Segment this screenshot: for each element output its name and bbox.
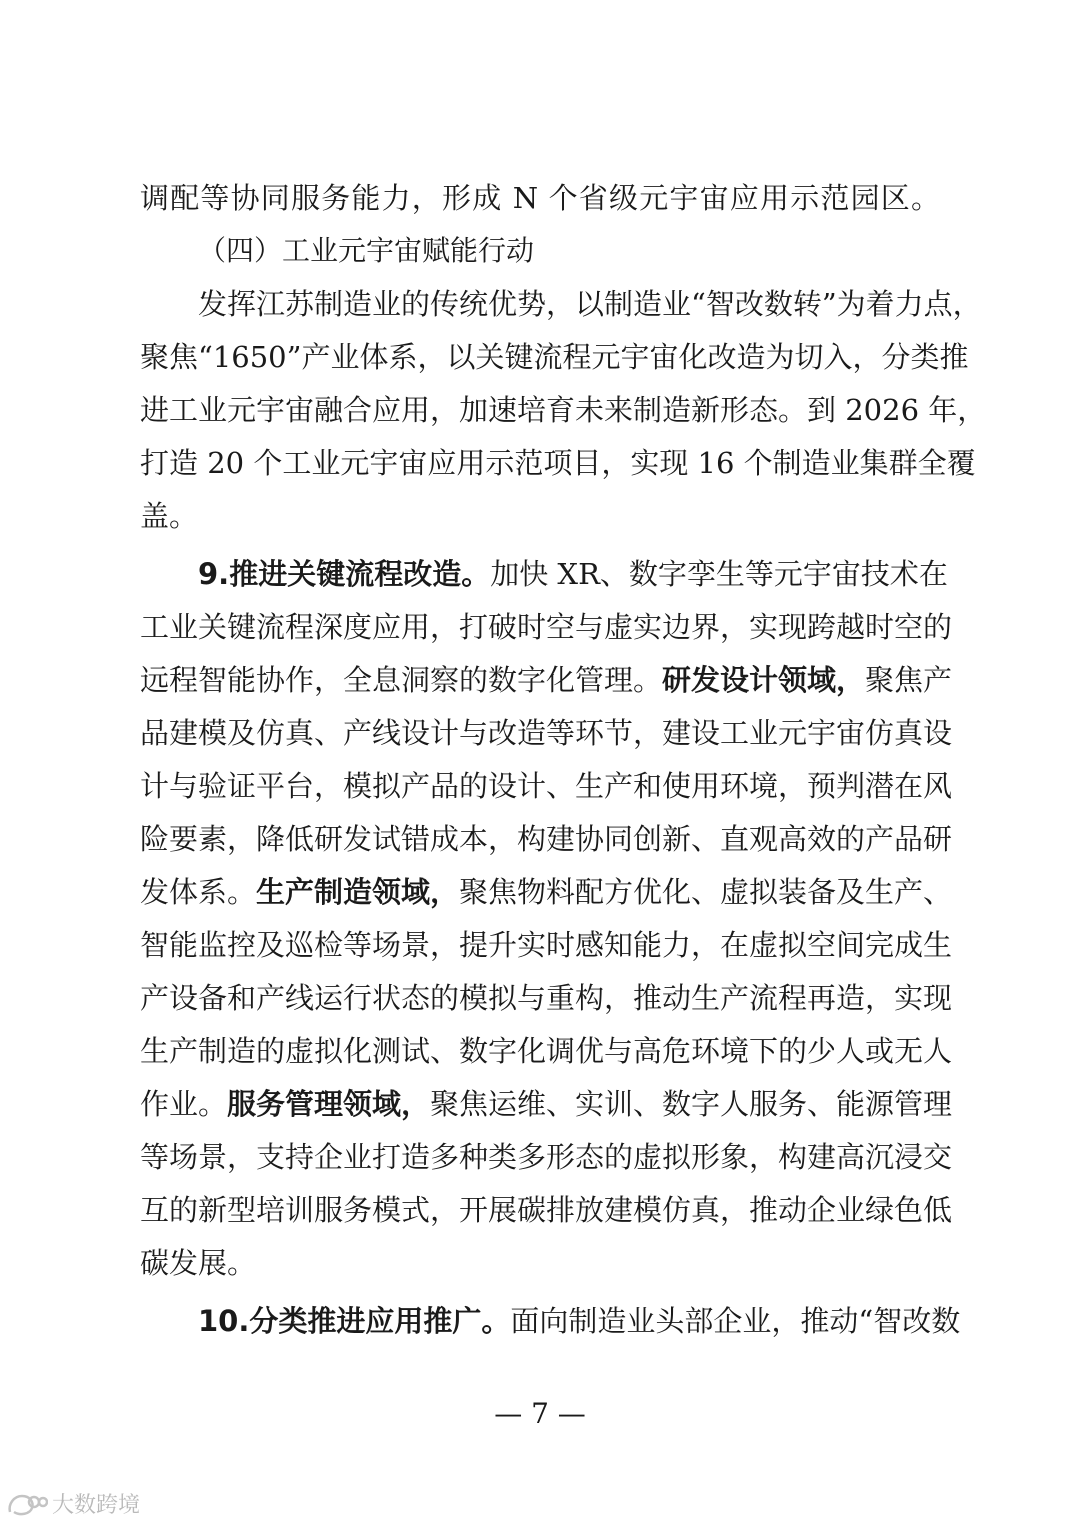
line-text: 发体系。 — [140, 875, 257, 909]
line-text: 进工业元宇宙融合应用，加速培育未来制造新形态。到 2026 年， — [140, 393, 987, 427]
line-text: 碳发展。 — [140, 1246, 257, 1280]
line-text: 聚焦物料配方优化、虚拟装备及生产、 — [459, 875, 953, 909]
line-text: 计与验证平台，模拟产品的设计、生产和使用环境，预判潜在风 — [140, 769, 953, 803]
paragraph-line — [140, 496, 940, 536]
line-text: 产设备和产线运行状态的模拟与重构，推动生产流程再造，实现 — [140, 981, 953, 1015]
paragraph-line — [198, 1301, 961, 1341]
paragraph-line — [140, 819, 953, 859]
line-text: 生产制造的虚拟化测试、数字化调优与高危环境下的少人或无人 — [140, 1034, 953, 1068]
line-text: 盖。 — [140, 499, 199, 533]
paragraph-line — [140, 660, 953, 700]
paragraph-line — [140, 766, 953, 806]
paragraph-line — [140, 607, 953, 647]
item-heading: 9.推进关键流程改造。 — [198, 557, 491, 591]
paragraph-line — [140, 337, 969, 377]
line-text: 调配等协同服务能力，形成 N 个省级元宇宙应用示范园区。 — [140, 181, 940, 215]
line-text: 远程智能协作，全息洞察的数字化管理。 — [140, 663, 663, 697]
paragraph-line — [140, 1190, 953, 1230]
paragraph-line — [140, 1243, 940, 1283]
watermark-logo-icon — [6, 1490, 48, 1518]
watermark — [6, 1488, 140, 1519]
page-number: — 7 — — [494, 1397, 586, 1430]
section-heading-text: （四）工业元宇宙赋能行动 — [198, 234, 535, 267]
paragraph-line — [198, 284, 982, 324]
paragraph-line — [140, 443, 976, 483]
line-text: 聚焦“1650”产业体系，以关键流程元宇宙化改造为切入，分类推 — [140, 340, 969, 374]
line-text: 发挥江苏制造业的传统优势，以制造业“智改数转”为着力点， — [198, 287, 982, 321]
line-text: 险要素，降低研发试错成本，构建协同创新、直观高效的产品研 — [140, 822, 953, 856]
paragraph-line — [140, 1084, 953, 1124]
paragraph-line — [140, 390, 987, 430]
line-text: 打造 20 个工业元宇宙应用示范项目，实现 16 个制造业集群全覆 — [140, 446, 976, 480]
line-text: 智能监控及巡检等场景，提升实时感知能力，在虚拟空间完成生 — [140, 928, 953, 962]
paragraph-line — [140, 872, 953, 912]
item-heading: 10.分类推进应用推广。 — [198, 1304, 511, 1338]
line-text: 等场景，支持企业打造多种类多形态的虚拟形象，构建高沉浸交 — [140, 1140, 953, 1174]
line-text: 聚焦运维、实训、数字人服务、能源管理 — [430, 1087, 953, 1121]
field-heading: 服务管理领域， — [227, 1087, 431, 1121]
field-heading: 研发设计领域， — [662, 663, 866, 697]
line-text: 加快 XR、数字孪生等元宇宙技术在 — [490, 557, 948, 591]
paragraph-line — [198, 554, 948, 594]
watermark-text: 大数跨境 — [52, 1493, 141, 1518]
paragraph-line — [140, 1031, 953, 1071]
line-text: 作业。 — [140, 1087, 228, 1121]
paragraph-line — [140, 178, 940, 218]
line-text: 互的新型培训服务模式，开展碳排放建模仿真，推动企业绿色低 — [140, 1193, 953, 1227]
paragraph-line — [140, 713, 953, 753]
paragraph-line — [140, 1137, 953, 1177]
section-heading — [198, 231, 534, 271]
line-text: 聚焦产 — [865, 663, 953, 697]
paragraph-line — [140, 925, 953, 965]
field-heading: 生产制造领域， — [256, 875, 460, 909]
line-text: 面向制造业头部企业，推动“智改数 — [510, 1304, 961, 1338]
line-text: 品建模及仿真、产线设计与改造等环节，建设工业元宇宙仿真设 — [140, 716, 953, 750]
paragraph-line — [140, 978, 953, 1018]
line-text: 工业关键流程深度应用，打破时空与虚实边界，实现跨越时空的 — [140, 610, 953, 644]
